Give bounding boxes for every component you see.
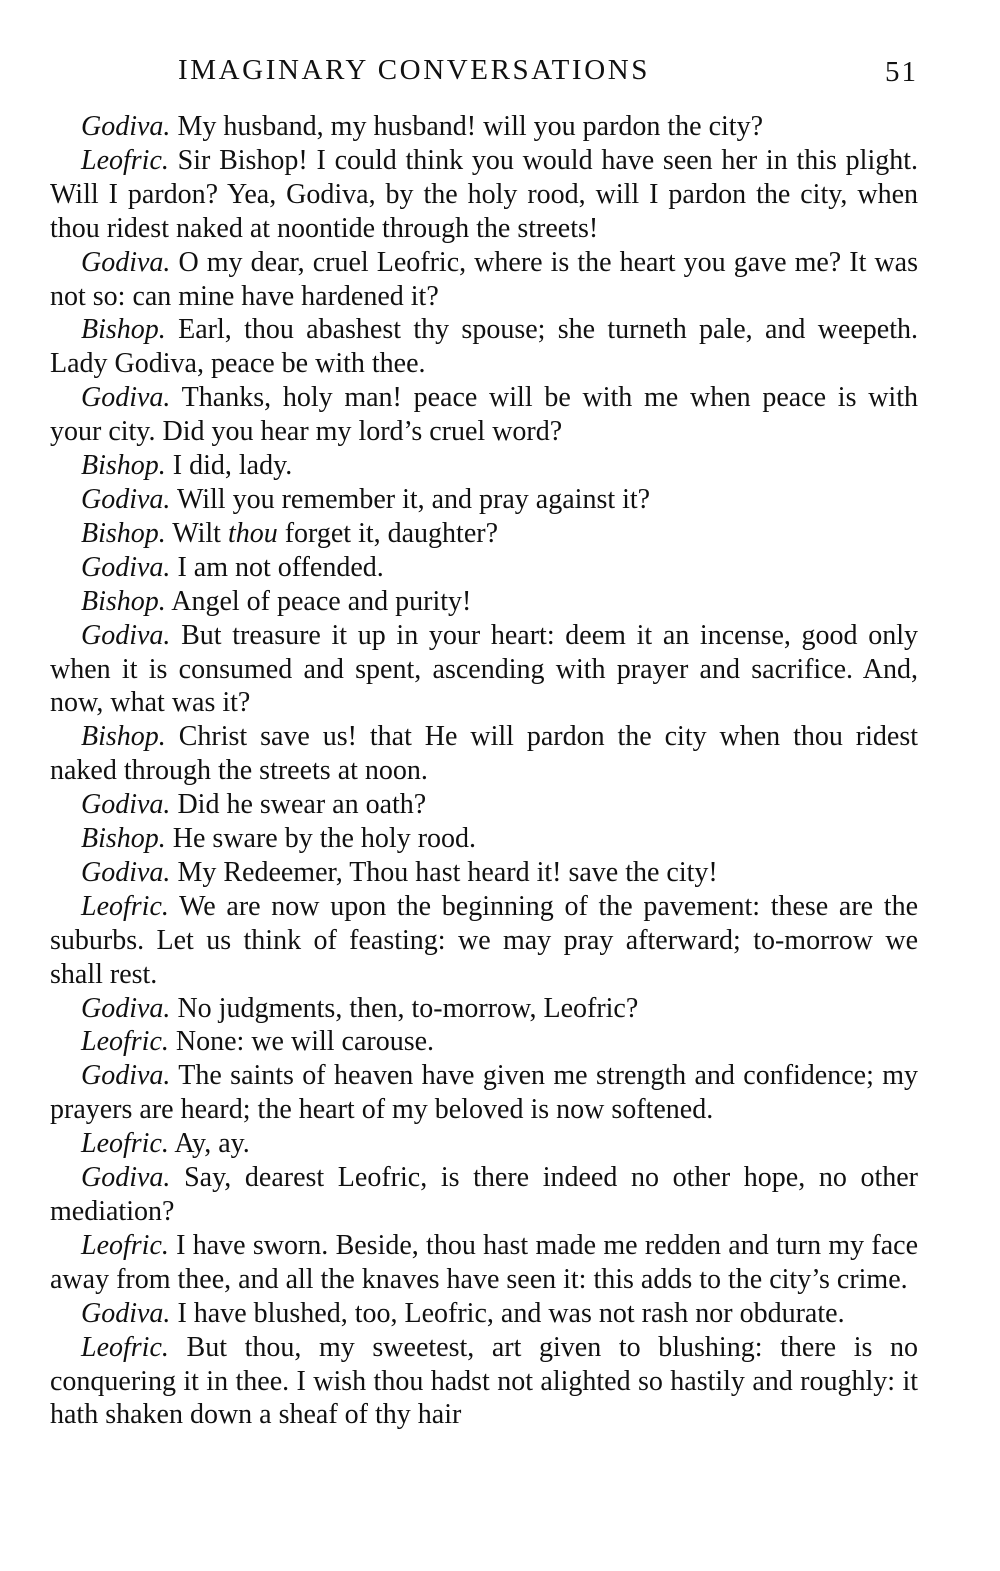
speech-text: Ay, ay. xyxy=(174,1128,250,1160)
speech-text: Sir Bishop! I could think you would have seen her in this plight. Will I pardon? Yea, Godiva, by the holy rood, will I pardon the city, when thou ridest naked at noontide through the streets! xyxy=(50,144,918,244)
speaker-name: Bishop. xyxy=(81,585,166,617)
dialogue-line xyxy=(50,517,918,551)
dialogue-text xyxy=(50,110,918,1432)
speech-text: We are now upon the beginning of the pavement: these are the suburbs. Let us think of feasting: we may pray afterward; to-morrow we shall rest. xyxy=(50,890,919,990)
speaker-name: Godiva. xyxy=(81,111,171,142)
speaker-name: Godiva. xyxy=(81,1162,171,1194)
speech-text: Will you remember it, and pray against it? xyxy=(176,483,651,515)
speaker-name: Godiva. xyxy=(81,619,171,651)
speaker-name: Bishop. xyxy=(81,823,166,855)
dialogue-line xyxy=(50,313,918,381)
dialogue-line xyxy=(50,1331,918,1433)
running-header xyxy=(50,52,918,92)
dialogue-line xyxy=(50,585,918,619)
dialogue-line xyxy=(50,720,918,788)
dialogue-line xyxy=(50,856,918,890)
speaker-name: Godiva. xyxy=(81,992,171,1024)
speech-text: He sware by the holy rood. xyxy=(172,823,477,855)
dialogue-line xyxy=(50,483,918,517)
speaker-name: Leofric. xyxy=(81,1331,169,1363)
speech-text: Angel of peace and purity! xyxy=(171,585,472,617)
emphasized-word: thou xyxy=(227,517,278,549)
speaker-name: Godiva. xyxy=(81,551,171,583)
speaker-name: Godiva. xyxy=(81,246,171,278)
dialogue-line xyxy=(50,1059,918,1127)
dialogue-line xyxy=(50,890,918,992)
speech-text: O my dear, cruel Leofric, where is the heart you gave me? It was not so: can mine have hardened it? xyxy=(50,246,918,312)
speech-text: Say, dearest Leofric, is there indeed no other hope, no other mediation? xyxy=(50,1162,918,1227)
speaker-name: Leofric. xyxy=(81,1026,169,1058)
dialogue-line xyxy=(50,449,918,483)
dialogue-line xyxy=(50,1127,918,1161)
speech-text: But thou, my sweetest, art given to blushing: there is no conquering it in thee. I wish thou hadst not alighted so hastily and roughly: it hath shaken down a sheaf of thy hair xyxy=(50,1331,918,1431)
speaker-name: Leofric. xyxy=(81,144,169,176)
dialogue-line xyxy=(50,788,918,822)
speech-text: Wilt xyxy=(172,517,221,549)
dialogue-line xyxy=(50,1229,918,1297)
dialogue-line xyxy=(50,1161,918,1229)
speech-text: None: we will carouse. xyxy=(175,1026,435,1058)
dialogue-line xyxy=(50,1297,918,1331)
speaker-name: Bishop. xyxy=(81,721,166,753)
speech-text: forget it, daughter? xyxy=(284,517,499,549)
speaker-name: Godiva. xyxy=(81,789,171,821)
dialogue-line xyxy=(50,822,918,856)
speaker-name: Bishop. xyxy=(81,314,166,346)
dialogue-line xyxy=(50,1025,918,1059)
running-title: IMAGINARY CONVERSATIONS xyxy=(178,54,651,86)
speech-text: I have blushed, too, Leofric, and was not rash nor obdurate. xyxy=(177,1297,845,1329)
speaker-name: Bishop. xyxy=(81,517,166,549)
speaker-name: Leofric. xyxy=(81,1229,169,1261)
speech-text: My husband, my husband! will you pardon the city? xyxy=(177,111,764,142)
speech-text: The saints of heaven have given me strength and confidence; my prayers are heard; the heart of my beloved is now softened. xyxy=(50,1060,919,1126)
speaker-name: Godiva. xyxy=(81,856,171,888)
dialogue-line xyxy=(50,144,918,246)
speech-text: No judgments, then, to-morrow, Leofric? xyxy=(177,992,639,1024)
page-number: 51 xyxy=(885,56,918,88)
speaker-name: Godiva. xyxy=(81,483,171,515)
dialogue-line xyxy=(50,992,918,1026)
speech-text: But treasure it up in your heart: deem it an incense, good only when it is consumed and spent, ascending with prayer and sacrifice. And, now, what was it? xyxy=(50,619,918,719)
speaker-name: Godiva. xyxy=(81,1060,171,1092)
speech-text: My Redeemer, Thou hast heard it! save the city! xyxy=(177,856,718,888)
speaker-name: Godiva. xyxy=(81,382,171,414)
dialogue-line xyxy=(50,381,918,449)
speech-text: Did he swear an oath? xyxy=(177,789,427,821)
speech-text: Thanks, holy man! peace will be with me when peace is with your city. Did you hear my lord’s cruel word? xyxy=(50,382,918,448)
speech-text: I have sworn. Beside, thou hast made me redden and turn my face away from thee, and all the knaves have seen it: this adds to the city’s crime. xyxy=(50,1229,918,1295)
speech-text: I did, lady. xyxy=(172,450,293,482)
speech-text: Earl, thou abashest thy spouse; she turneth pale, and weepeth. Lady Godiva, peace be with thee. xyxy=(50,314,919,380)
speech-text: I am not offended. xyxy=(177,551,384,583)
speaker-name: Leofric. xyxy=(81,1128,169,1160)
speaker-name: Godiva. xyxy=(81,1297,171,1329)
speaker-name: Leofric. xyxy=(81,890,169,922)
dialogue-line xyxy=(50,246,918,314)
dialogue-line xyxy=(50,110,918,144)
speaker-name: Bishop. xyxy=(81,450,166,482)
speech-text: Christ save us! that He will pardon the city when thou ridest naked through the streets at noon. xyxy=(50,721,919,787)
dialogue-line xyxy=(50,551,918,585)
dialogue-line xyxy=(50,619,918,721)
